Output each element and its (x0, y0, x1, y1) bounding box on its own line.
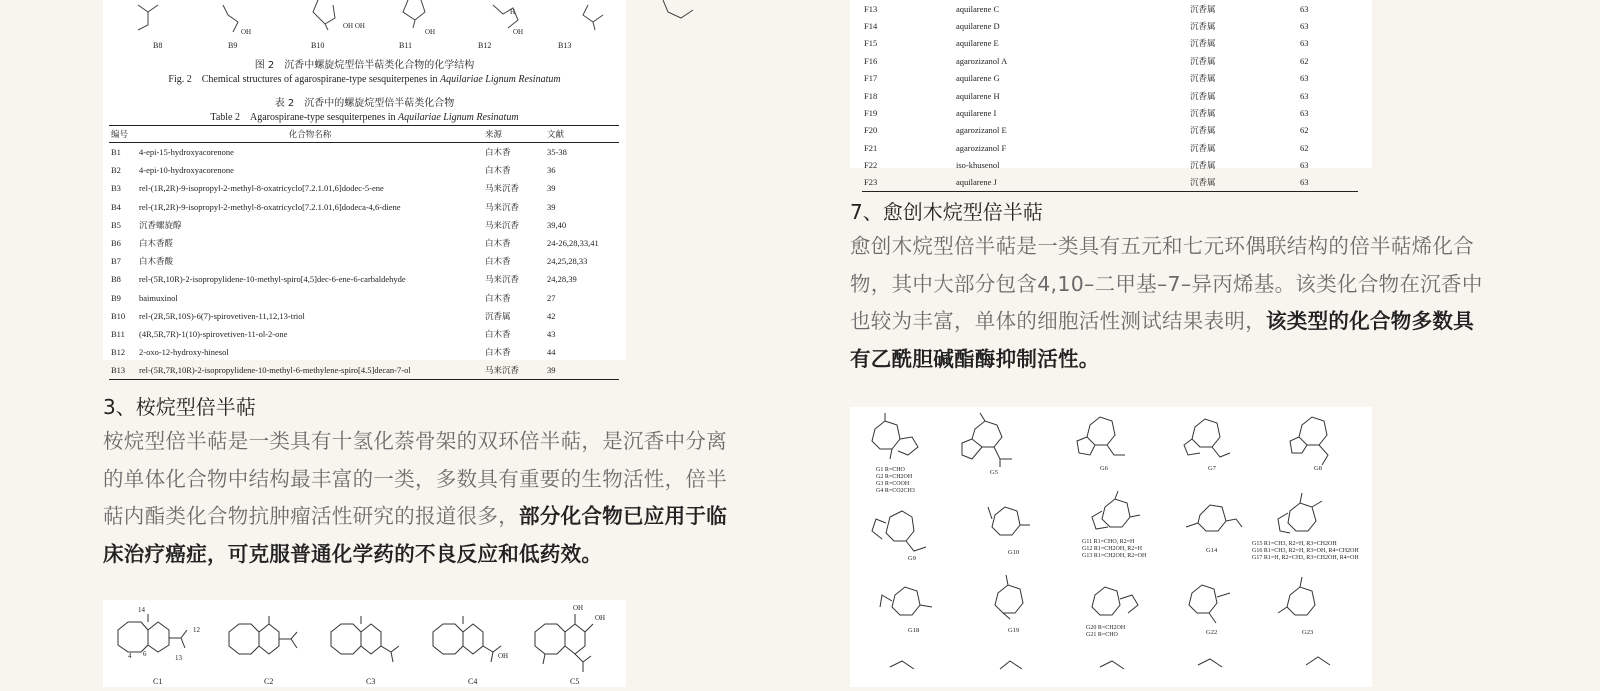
fig2-frag-5: OH (513, 28, 524, 36)
section3-line: 桉烷型倍半萜是一类具有十氢化萘骨架的双环倍半萜，是沉香中分离 (103, 429, 727, 453)
fig-label-g10: G10 (1008, 549, 1020, 556)
table2-header: 化合物名称 (137, 126, 483, 143)
table-cell: F16 (864, 55, 878, 66)
table-f (862, 0, 1358, 192)
section3-heading: 3、桉烷型倍半萜 (103, 395, 256, 419)
fig3-label-c1: C1 (153, 677, 163, 686)
table-cell: aquilarene C (956, 3, 1000, 14)
section7-line: 物，其中大部分包含4,10–二甲基–7–异丙烯基。该类化合物在沉香中 (850, 271, 1483, 296)
table-cell: aquilarene G (956, 73, 1000, 84)
table-cell: 62 (1300, 142, 1309, 153)
fig-guaiane-image (850, 407, 1372, 687)
fig-label-g7: G7 (1208, 465, 1216, 472)
fig3-label-c5: C5 (570, 677, 580, 686)
fig3-num: OH (498, 652, 509, 660)
table-cell: 62 (1300, 55, 1309, 66)
table-cell: 马来沉香 (485, 201, 520, 212)
table-row (109, 198, 619, 216)
table2-header: 文献 (545, 126, 619, 143)
note-g1-g4 (876, 467, 915, 495)
table2 (109, 125, 619, 380)
table-row (862, 35, 1358, 52)
table-cell: agarozizanol A (956, 55, 1008, 66)
table2-header-row (109, 126, 619, 143)
fig2-caption-cn: 图 2 沉香中螺旋烷型倍半萜类化合物的化学结构 (254, 60, 475, 71)
table-cell: 沉香属 (1190, 38, 1216, 49)
table-cell: iso-khusenol (956, 160, 1000, 171)
table-cell: 白木香 (485, 165, 511, 176)
fig-label-g9: G9 (908, 555, 916, 562)
table-cell: 沉香属 (1190, 55, 1216, 66)
fig2-label-b8: B8 (153, 41, 163, 50)
table-cell: 63 (1300, 38, 1309, 49)
table-cell: 63 (1300, 107, 1309, 118)
table-cell: 沉香属 (1190, 160, 1216, 171)
table-cell: 白木香 (485, 256, 511, 267)
table-row (109, 343, 619, 361)
table-cell: F21 (864, 142, 878, 153)
table-row (109, 325, 619, 343)
table2-title-en: Table 2 Agarospirane-type sesquiterpenes in Aquilariae Lignum Resinatum (210, 112, 519, 123)
fig3-label-c4: C4 (468, 677, 478, 686)
note-line: G4 R=CO2CH3 (876, 488, 915, 494)
table-cell: F15 (864, 38, 878, 49)
table-cell: F20 (864, 125, 878, 136)
table-cell: 63 (1300, 73, 1309, 84)
table-cell: 白木香醛 (139, 238, 174, 249)
table-cell: 沉香属 (1190, 73, 1216, 84)
table-cell: 42 (547, 310, 556, 321)
table-cell: B1 (111, 147, 121, 158)
table-cell: B3 (111, 183, 121, 194)
section7-bold: 该类型的化合物多数具 (1266, 309, 1474, 333)
table-row (109, 252, 619, 270)
table-cell: F13 (864, 3, 878, 14)
table-cell: F22 (864, 160, 878, 171)
table-cell: 沉香螺旋醇 (139, 219, 182, 230)
table-cell: aquilarene I (956, 107, 997, 118)
table-cell: aquilarene D (956, 21, 1000, 32)
section7-line: 也较为丰富，单体的细胞活性测试结果表明， (850, 309, 1266, 333)
fig3-label-c3: C3 (366, 677, 376, 686)
table-cell: F14 (864, 21, 878, 32)
fig3-num: 13 (175, 654, 182, 662)
table-cell: 44 (547, 347, 556, 358)
note-g11-g13 (1082, 539, 1146, 560)
table-cell: 2-oxo-12-hydroxy-hinesol (139, 347, 229, 358)
table-cell: 63 (1300, 90, 1309, 101)
table-cell: B4 (111, 201, 121, 212)
section3-line: 萜内酯类化合物抗肿瘤活性研究的报道很多， (103, 504, 519, 528)
table-cell: agarozizanol E (956, 125, 1007, 136)
section7-paragraph (850, 228, 1500, 378)
fig2-frag-3: OH (425, 28, 436, 36)
table-cell: 39 (547, 201, 556, 212)
table-row (109, 179, 619, 197)
note-g20-g21 (1086, 625, 1125, 639)
table-cell: B9 (111, 292, 121, 303)
table-cell: 白木香 (485, 347, 511, 358)
table-cell: B2 (111, 165, 121, 176)
note-line: G3 R=COOH (876, 481, 910, 487)
table-cell: 沉香属 (1190, 142, 1216, 153)
note-line: G20 R=CH2OH (1086, 625, 1126, 631)
section7-bold: 有乙酰胆碱酯酶抑制活性。 (850, 346, 1100, 371)
table-cell: 白木香 (485, 292, 511, 303)
table-cell: B12 (111, 347, 126, 358)
table-cell: 39,40 (547, 219, 567, 230)
table-cell: F18 (864, 90, 878, 101)
fig2-frag-2: OH OH (343, 22, 365, 30)
table-row (862, 104, 1358, 121)
table-cell: 沉香属 (1190, 107, 1216, 118)
table-cell: rel-(5R,7R,10R)-2-isopropylidene-10-methyl-6-methylene-spiro[4.5]decan-7-ol (137, 361, 483, 380)
table-cell: 39 (547, 183, 556, 194)
note-line: G12 R1=CH2OH, R2=H (1082, 546, 1142, 552)
section3-bold: 床治疗癌症，可克服普通化学药的不良反应和低药效。 (103, 541, 603, 566)
table-cell: B8 (111, 274, 121, 285)
table-cell: 白木香 (485, 328, 511, 339)
table2-header: 来源 (483, 126, 545, 143)
table-cell: F23 (862, 174, 954, 192)
table-cell: rel-(5R,10R)-2-isopropylidene-10-methyl-spiro[4,5]dec-6-ene-6-carbaldehyde (139, 274, 406, 285)
table-cell: agarozizanol F (956, 142, 1007, 153)
table-cell: 马来沉香 (485, 183, 520, 194)
table-cell: 白木香酸 (139, 256, 174, 267)
table-cell: 沉香属 (1190, 90, 1216, 101)
section3-paragraph (103, 423, 753, 573)
table-row (109, 270, 619, 288)
table2-title-cn: 表 2 沉香中的螺旋烷型倍半萜类化合物 (274, 98, 455, 109)
note-line: G2 R=CH2OH (876, 474, 913, 480)
table-cell: 沉香属 (1188, 174, 1298, 192)
table-cell: 沉香属 (1190, 21, 1216, 32)
table2-header: 编号 (109, 126, 137, 143)
fig-label-g8: G8 (1314, 465, 1322, 472)
table-row (862, 87, 1358, 104)
table-cell: 63 (1300, 3, 1309, 14)
table-cell: 24-26,28,33,41 (547, 238, 599, 249)
note-line: G17 R1=H, R2=CH3, R3=CH2OH, R4=OH (1252, 555, 1359, 561)
fig-label-g19: G19 (1008, 627, 1020, 634)
table-cell: rel-(1R,2R)-9-isopropyl-2-methyl-8-oxatricyclo[7.2.1.01,6]dodec-5-ene (139, 183, 384, 194)
table-cell: B10 (111, 310, 126, 321)
fig-label-g22: G22 (1206, 629, 1218, 636)
note-line: G13 R1=CH2OH, R2=OH (1082, 553, 1147, 559)
fig-label-g5: G5 (990, 469, 998, 476)
table-cell: 沉香属 (1190, 125, 1216, 136)
table-cell: 63 (1300, 21, 1309, 32)
table-row (109, 307, 619, 325)
table-cell: 35-38 (547, 147, 567, 158)
fig2-label-b9: B9 (228, 41, 238, 50)
table-cell: F17 (864, 73, 878, 84)
fig3-num: 12 (193, 626, 200, 634)
fig3-num: 4 (128, 652, 132, 660)
fig2-caption-en: Fig. 2 Chemical structures of agarospirane-type sesquiterpenes in Aquilariae Lignum Resinatum (168, 74, 561, 85)
figure-table-image (103, 0, 626, 376)
table-cell: B13 (109, 361, 137, 380)
table-cell: 27 (547, 292, 556, 303)
table-row (109, 143, 619, 162)
table-cell: B5 (111, 219, 121, 230)
table-cell: F19 (864, 107, 878, 118)
table-row (862, 17, 1358, 34)
note-line: G21 R=CHO (1086, 632, 1118, 638)
fig3-structures (103, 600, 626, 687)
note-line: G15 R1=CH3, R2=H, R3=CH2OH (1252, 541, 1337, 547)
fig2-label-b10: B10 (311, 41, 325, 50)
section7-heading: 7、愈创木烷型倍半萜 (850, 200, 1043, 224)
table-row (862, 174, 1358, 192)
table-cell: 43 (547, 328, 556, 339)
section3-line: 的单体化合物中结构最丰富的一类，多数具有重要的生物活性，倍半 (103, 466, 727, 491)
note-line: G11 R1=CHO, R2=H (1082, 539, 1135, 545)
table-cell: baimuxinol (139, 292, 178, 303)
fig-label-g14: G14 (1206, 547, 1218, 554)
section7-line: 愈创木烷型倍半萜是一类具有五元和七元环偶联结构的倍半萜烯化合 (850, 234, 1474, 258)
table-cell: 白木香 (485, 147, 511, 158)
table-cell: 沉香属 (1190, 3, 1216, 14)
table-row (862, 122, 1358, 139)
table-cell: B11 (111, 328, 125, 339)
table-cell: (4R,5R,7R)-1(10)-spirovetiven-11-ol-2-one (139, 328, 288, 339)
table-cell: B7 (111, 256, 121, 267)
fig3-image (103, 600, 626, 687)
table-row (862, 52, 1358, 69)
fig2-label-b12: B12 (478, 41, 492, 50)
table-cell: 马来沉香 (483, 361, 545, 380)
table-cell: 39 (545, 361, 619, 380)
table-cell: 白木香 (485, 238, 511, 249)
fig3-num: OH (595, 614, 606, 622)
table-cell: 4-epi-15-hydroxyacorenone (139, 147, 234, 158)
table-cell: 63 (1300, 160, 1309, 171)
table-row (862, 156, 1358, 173)
fig-label-g6: G6 (1100, 465, 1108, 472)
fig2-label-b11: B11 (399, 41, 413, 50)
fig2-structures (103, 0, 626, 40)
fig2-frag-1: OH (241, 28, 252, 36)
fig3-num: 14 (138, 606, 145, 614)
fig3-label-c2: C2 (264, 677, 274, 686)
note-g15-g17 (1252, 541, 1359, 562)
table-row (109, 161, 619, 179)
table-cell: 62 (1300, 125, 1309, 136)
table-cell: 24,28,39 (547, 274, 577, 285)
table-cell: rel-(1R,2R)-9-isopropyl-2-methyl-8-oxatricyclo[7.2.1.01,6]dodeca-4,6-diene (139, 201, 401, 212)
fig3-num: OH (573, 604, 584, 612)
table-cell: aquilarene E (956, 38, 999, 49)
table-cell: 沉香属 (485, 310, 511, 321)
table-cell: aquilarene J (954, 174, 1188, 192)
table-cell: 24,25,28,33 (547, 256, 588, 267)
note-line: G16 R1=CH3, R2=H, R3=OH, R4=CH2OH (1252, 548, 1359, 554)
table-cell: aquilarene H (956, 90, 1000, 101)
fig-label-g23: G23 (1302, 629, 1314, 636)
table-cell: 63 (1298, 174, 1358, 192)
table-cell: 4-epi-10-hydroxyacorenone (139, 165, 234, 176)
table-f-image (850, 0, 1372, 188)
table-row (109, 234, 619, 252)
section3-bold: 部分化合物已应用于临 (519, 504, 727, 528)
table-row (109, 216, 619, 234)
fig3-num: 6 (143, 650, 147, 658)
fig2-frag-4: H (510, 8, 516, 16)
note-line: G1 R=CHO (876, 467, 905, 473)
table-cell: rel-(2R,5R,10S)-6(7)-spirovetiven-11,12,13-triol (139, 310, 305, 321)
table-cell: 马来沉香 (485, 274, 520, 285)
table-row (862, 70, 1358, 87)
table-row (862, 0, 1358, 17)
table-cell: B6 (111, 238, 121, 249)
table-cell: 36 (547, 165, 556, 176)
table-row (109, 289, 619, 307)
table-row (862, 139, 1358, 156)
fig-label-g18: G18 (908, 627, 920, 634)
fig2-label-b13: B13 (558, 41, 572, 50)
table-row (109, 361, 619, 380)
table-cell: 马来沉香 (485, 219, 520, 230)
